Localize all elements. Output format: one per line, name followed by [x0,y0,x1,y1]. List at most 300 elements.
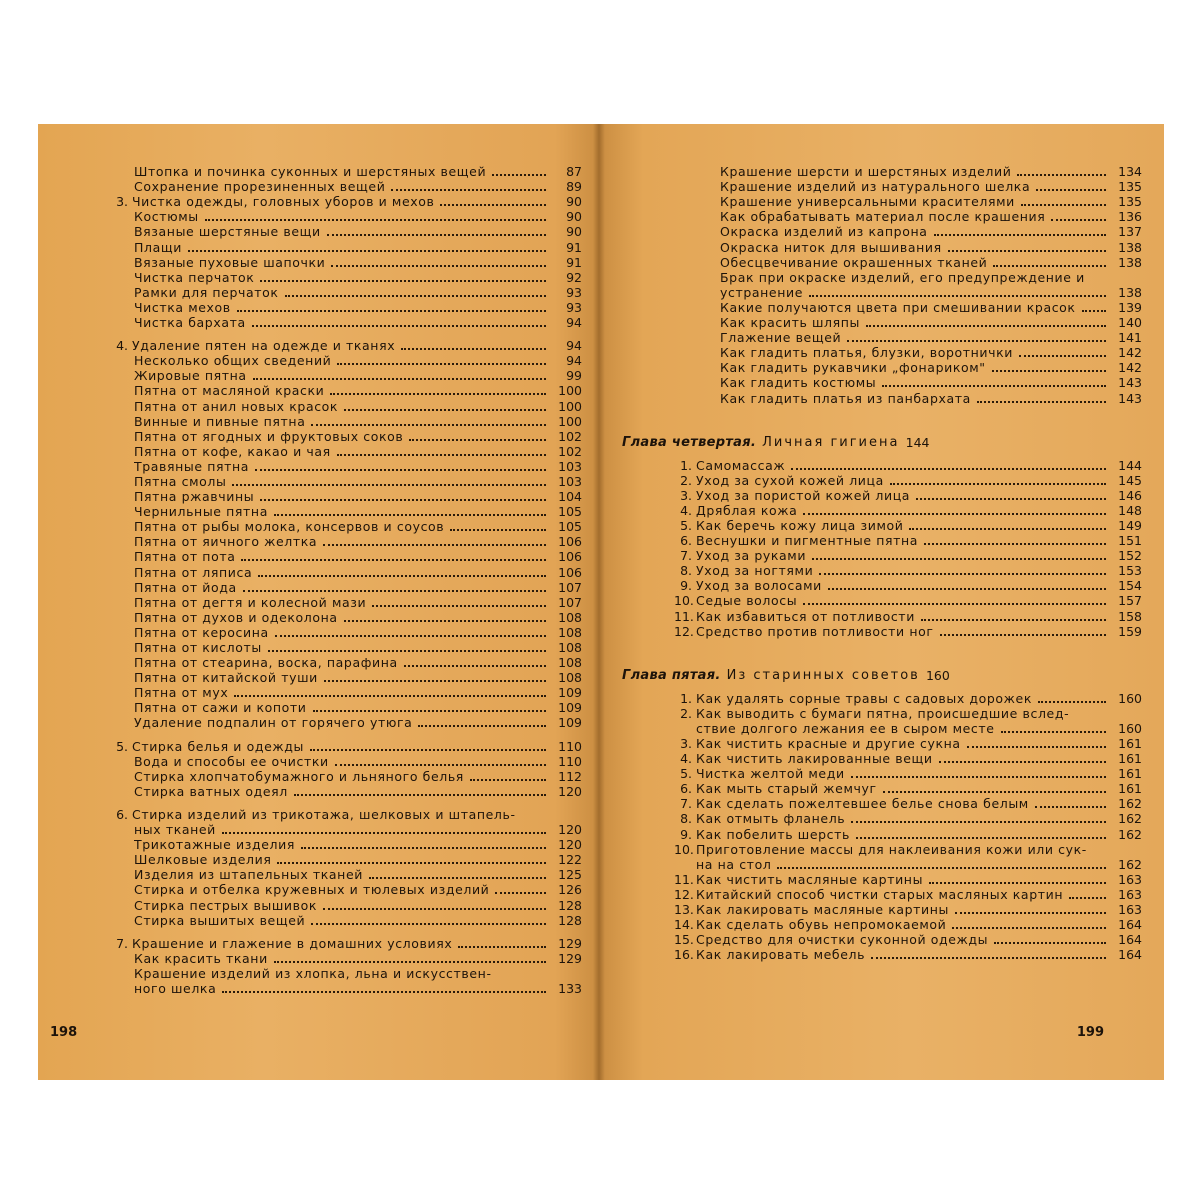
entry-page-number: 135 [1118,179,1142,195]
entry-page-number: 104 [558,489,582,505]
entry-title: Как мыть старый жемчуг [696,782,877,797]
entry-page-number: 142 [1118,345,1142,361]
entry-page-number: 162 [1118,856,1142,872]
dot-leader [369,877,546,879]
dot-leader [337,454,546,456]
entry-title: Пятна от яичного желтка [134,535,318,550]
dot-leader [232,484,546,486]
toc-entry [692,164,1142,179]
dot-leader [327,234,546,236]
dot-leader [1038,701,1106,703]
entry-title: Китайский способ чистки старых масляных картин [696,887,1064,902]
entry-title: Стирка вышитых вещей [134,913,306,928]
dot-leader [344,409,546,411]
dot-leader [330,393,546,395]
entry-title: Крашение изделий из натурального шелка [720,180,1031,195]
entry-title: Окраска изделий из капрона [720,225,928,240]
entry-number: 6. [680,533,692,549]
entry-page-number: 109 [558,685,582,701]
toc-entry [82,459,582,474]
dot-leader [222,832,546,834]
entry-title: Пятна от керосина [134,625,269,640]
dot-leader [1051,219,1106,221]
toc-entry [646,766,1142,781]
entry-page-number: 152 [1118,548,1142,564]
entry-title: Как красить шляпы [720,316,861,331]
entry-page-number: 129 [558,935,582,951]
entry-page-number: 108 [558,670,582,686]
toc-entry [646,751,1142,766]
toc-entry [646,624,1142,639]
toc-entry [82,353,582,368]
entry-title: Пятна от китайской туши [134,671,318,686]
dot-leader [939,761,1106,763]
entry-title: ного шелка [134,981,217,996]
entry-title: Удаление подпалин от горячего утюга [134,716,413,731]
toc-entry [82,534,582,549]
dot-leader [1021,204,1106,206]
entry-page-number: 120 [558,822,582,838]
dot-leader [311,923,546,925]
entry-page-number: 92 [566,269,582,285]
entry-page-number: 91 [566,254,582,270]
dot-leader [323,908,546,910]
dot-leader [277,862,546,864]
dot-leader [234,695,546,697]
dot-leader [1017,174,1106,176]
chapter-label: Глава четвертая. [622,434,757,450]
entry-title: Средство для очистки суконной одежды [696,933,989,948]
toc-entry [82,398,582,413]
toc-entry [646,826,1142,841]
entry-title: Удаление пятен на одежде и тканях [132,339,396,354]
entry-page-number: 87 [566,164,582,180]
dot-leader [458,946,546,948]
entry-page-number: 134 [1118,164,1142,180]
entry-page-number: 138 [1118,284,1142,300]
dot-leader [812,558,1106,560]
entry-page-number: 94 [566,315,582,331]
entry-page-number: 154 [1118,578,1142,594]
entry-number: 12. [674,623,694,639]
toc-entry [82,837,582,852]
entry-title: Винные и пивные пятна [134,414,306,429]
chapter-label: Глава пятая. [622,667,721,683]
dot-leader [856,837,1106,839]
dot-leader [335,764,546,766]
toc-entry [646,578,1142,593]
dot-leader [301,847,546,849]
dot-leader [934,234,1107,236]
toc-entry [646,563,1142,578]
toc-entry [82,474,582,489]
dot-leader [404,665,546,667]
dot-leader [871,957,1106,959]
entry-page-number: 162 [1118,826,1142,842]
entry-page-number: 138 [1118,254,1142,270]
entry-title: Как лакировать мебель [696,948,866,963]
dot-leader [253,378,546,380]
entry-title: Пятна от духов и одеколона [134,610,338,625]
dot-leader [337,363,546,365]
entry-title: Как избавиться от потливости [696,609,915,624]
entry-title: Как гладить рукавчики „фонариком" [720,361,986,376]
entry-number: 4. [116,338,128,354]
toc-entry [82,670,582,685]
entry-title: Пятна от масляной краски [134,384,325,399]
dot-leader [274,514,546,516]
entry-title: Стирка изделий из трикотажа, шелковых и штапель- [132,807,516,822]
entry-title: Пятна от кислоты [134,641,262,655]
entry-page-number: 164 [1118,932,1142,948]
entry-title: Травяные пятна [134,459,250,474]
spacer [622,450,1142,458]
entry-page-number: 102 [558,428,582,444]
entry-page-number: 143 [1118,375,1142,391]
chapter-heading [622,665,1142,683]
entry-page-number: 108 [558,609,582,625]
entry-page-number: 140 [1118,315,1142,331]
toc-entry [646,947,1142,962]
entry-page-number: 90 [566,224,582,240]
entry-page-number: 93 [566,284,582,300]
entry-page-number: 151 [1118,533,1142,549]
dot-leader [803,513,1106,515]
toc-entry [82,300,582,315]
toc-entry [692,315,1142,330]
entry-title: Чистка мехов [134,300,231,315]
dot-leader [883,791,1106,793]
toc-entry [646,593,1142,608]
entry-page-number: 161 [1118,751,1142,767]
spacer [622,639,1142,665]
entry-page-number: 110 [558,753,582,769]
toc-entry [692,375,1142,390]
entry-page-number: 158 [1118,608,1142,624]
toc-entry [646,902,1142,917]
entry-number: 6. [680,781,692,797]
dot-leader [344,620,546,622]
spacer [82,730,582,738]
entry-title: Чернильные пятна [134,505,268,520]
toc-entry [82,754,582,769]
entry-page-number: 144 [1118,457,1142,473]
entry-title: Сохранение прорезиненных вещей [134,180,386,195]
toc-entry [82,822,582,837]
dot-leader [909,528,1106,530]
entry-title: Как лакировать масляные картины [696,903,949,918]
entry-number: 9. [680,578,692,594]
dot-leader [237,310,546,312]
toc-entry [82,966,582,981]
toc-entry [82,882,582,897]
entry-page-number: 163 [1118,871,1142,887]
entry-number: 6. [116,806,128,822]
dot-leader [948,250,1106,252]
dot-leader [294,794,546,796]
entry-number: 4. [680,751,692,767]
entry-number: 5. [680,517,692,533]
toc-entry [82,549,582,564]
entry-number: 7. [680,548,692,564]
entry-title: Уход за ногтями [696,564,814,579]
entry-number: 9. [680,826,692,842]
entry-title: Пятна от анил новых красок [134,399,339,414]
dot-leader [940,634,1106,636]
entry-title: Чистка бархата [134,316,246,331]
toc-entry [646,518,1142,533]
entry-title: Как сделать пожелтевшее белье снова белым [696,797,1029,812]
entry-number: 8. [680,811,692,827]
toc-entry [646,736,1142,751]
dot-leader [1001,731,1106,733]
entry-page-number: 135 [1118,194,1142,210]
entry-page-number: 109 [558,700,582,716]
entry-page-number: 105 [558,504,582,520]
entry-page-number: 159 [1118,623,1142,639]
right-top-section [622,164,1142,406]
toc-entry [692,300,1142,315]
entry-title: Уход за сухой кожей лица [696,473,884,488]
entry-number: 5. [680,766,692,782]
entry-number: 16. [674,947,694,963]
entry-title: Чистка перчаток [134,270,255,285]
dot-leader [924,543,1106,545]
toc-entry [82,338,582,353]
entry-number: 10. [674,841,694,857]
toc-entry [82,738,582,753]
dot-leader [952,927,1106,929]
toc-entry [692,360,1142,375]
entry-title: Стирка хлопчатобумажного и льняного белья [134,769,464,784]
right-page-number: 199 [1076,1025,1104,1040]
entry-page-number: 108 [558,624,582,640]
entry-title: Пятна ржавчины [134,490,255,505]
toc-entry [646,872,1142,887]
entry-title: Пятна от пота [134,550,236,565]
dot-leader [450,529,546,531]
entry-page-number: 160 [1118,690,1142,706]
chapter4-entries [622,458,1142,639]
entry-title: Уход за волосами [696,579,822,594]
dot-leader [188,250,546,252]
dot-leader [1035,806,1106,808]
toc-entry [646,796,1142,811]
toc-entry [646,548,1142,563]
toc-entry [82,270,582,285]
entry-number: 11. [674,871,694,887]
spacer [82,799,582,807]
dot-leader [252,325,546,327]
entry-title: Как чистить масляные картины [696,872,924,887]
entry-page-number: 136 [1118,209,1142,225]
entry-title: Как гладить костюмы [720,376,877,391]
entry-title: на на стол [696,857,772,872]
toc-entry [646,706,1142,721]
dot-leader [409,439,546,441]
entry-page-number: 141 [1118,330,1142,346]
entry-page-number: 120 [558,783,582,799]
toc-entry [692,255,1142,270]
entry-page-number: 122 [558,852,582,868]
toc-entry [646,932,1142,947]
entry-title: Приготовление массы для наклеивания кожи или сук- [696,842,1087,857]
entry-title: Жировые пятна [134,369,247,384]
toc-entry [82,981,582,996]
entry-title: Как побелить шерсть [696,827,850,842]
toc-entry [82,164,582,179]
entry-page-number: 139 [1118,299,1142,315]
dot-leader [260,499,546,501]
toc-entry [82,444,582,459]
entry-page-number: 102 [558,443,582,459]
dot-leader [470,779,546,781]
toc-entry [646,458,1142,473]
entry-title: Вода и способы ее очистки [134,754,329,769]
toc-entry [82,255,582,270]
toc-entry [692,330,1142,345]
entry-title: Чистка желтой меди [696,767,845,782]
toc-entry [646,721,1142,736]
entry-page-number: 90 [566,209,582,225]
dot-leader [777,867,1106,869]
dot-leader [828,588,1106,590]
entry-number: 5. [116,738,128,754]
entry-page-number: 125 [558,867,582,883]
dot-leader [323,544,546,546]
dot-leader [866,325,1106,327]
dot-leader [440,204,546,206]
dot-leader [268,650,546,652]
chapter-page-number: 160 [925,667,950,683]
entry-title: Уход за пористой кожей лица [696,488,911,503]
entry-title: Дряблая кожа [696,503,798,518]
toc-entry [82,595,582,610]
entry-page-number: 94 [566,353,582,369]
toc-entry [646,691,1142,706]
toc-entry [82,383,582,398]
toc-entry [82,209,582,224]
dot-leader [372,605,546,607]
toc-entry [82,580,582,595]
entry-title: Пятна смолы [134,474,227,489]
entry-title: Пятна от кофе, какао и чая [134,444,331,459]
entry-page-number: 105 [558,519,582,535]
entry-title: Самомассаж [696,458,786,473]
entry-page-number: 106 [558,549,582,565]
dot-leader [285,295,546,297]
entry-title: Веснушки и пигментные пятна [696,534,919,549]
toc-entry [692,239,1142,254]
toc-entry [82,610,582,625]
dot-leader [495,892,546,894]
entry-number: 4. [680,502,692,518]
entry-page-number: 106 [558,564,582,580]
entry-page-number: 108 [558,655,582,671]
toc-entry [82,224,582,239]
entry-number: 1. [680,457,692,473]
dot-leader [992,370,1106,372]
entry-number: 10. [674,593,694,609]
toc-entry [82,315,582,330]
entry-title: Стирка белья и одежды [132,739,304,754]
dot-leader [803,603,1106,605]
left-page-number: 198 [50,1025,78,1040]
dot-leader [994,942,1106,944]
toc-entry [82,951,582,966]
entry-title: Чистка одежды, головных уборов и мехов [132,195,435,210]
entry-title: Как отмыть фланель [696,812,846,827]
toc-entry [82,429,582,444]
entry-title: Изделия из штапельных тканей [134,868,363,883]
entry-page-number: 103 [558,458,582,474]
dot-leader [401,348,546,350]
toc-entry [82,897,582,912]
entry-page-number: 93 [566,299,582,315]
entry-title: Окраска ниток для вышивания [720,240,942,255]
toc-entry [82,913,582,928]
entry-title: Крашение изделий из хлопка, льна и искусствен- [134,966,492,981]
left-toc-column [82,164,582,996]
toc-entry [692,179,1142,194]
toc-entry [82,852,582,867]
entry-title: Пятна от сажи и копоти [134,701,307,716]
entry-page-number: 108 [558,640,582,655]
dot-leader [791,468,1106,470]
toc-entry [82,285,582,300]
dot-leader [819,573,1106,575]
dot-leader [324,680,546,682]
entry-number: 15. [674,932,694,948]
dot-leader [258,575,546,577]
entry-page-number: 162 [1118,811,1142,827]
dot-leader [260,280,546,282]
entry-title: Как удалять сорные травы с садовых дорожек [696,691,1032,706]
toc-entry [82,769,582,784]
toc-entry [82,239,582,254]
entry-number: 7. [116,935,128,951]
entry-page-number: 145 [1118,472,1142,488]
entry-number: 14. [674,917,694,933]
toc-entry [82,414,582,429]
dot-leader [255,469,546,471]
toc-entry [646,811,1142,826]
dot-leader [205,219,546,221]
dot-leader [310,749,546,751]
dot-leader [311,424,546,426]
entry-page-number: 138 [1118,239,1142,255]
entry-title: Крашение и глажение в домашних условиях [132,936,453,951]
toc-entry [692,194,1142,209]
entry-title: Пятна от мух [134,686,229,701]
dot-leader [1082,310,1106,312]
entry-page-number: 163 [1118,902,1142,918]
entry-page-number: 90 [566,194,582,210]
entry-number: 8. [680,563,692,579]
dot-leader [222,991,546,993]
dot-leader [492,174,546,176]
entry-title: Какие получаются цвета при смешивании красок [720,300,1076,315]
entry-title: Трикотажные изделия [134,838,295,853]
toc-entry [646,533,1142,548]
dot-leader [418,725,546,727]
entry-title: Как сделать обувь непромокаемой [696,918,947,933]
entry-page-number: 161 [1118,781,1142,797]
entry-title: Стирка пестрых вышивок [134,898,318,913]
right-toc-column [622,164,1142,962]
entry-title: Как красить ткани [134,951,268,966]
toc-entry [82,715,582,730]
